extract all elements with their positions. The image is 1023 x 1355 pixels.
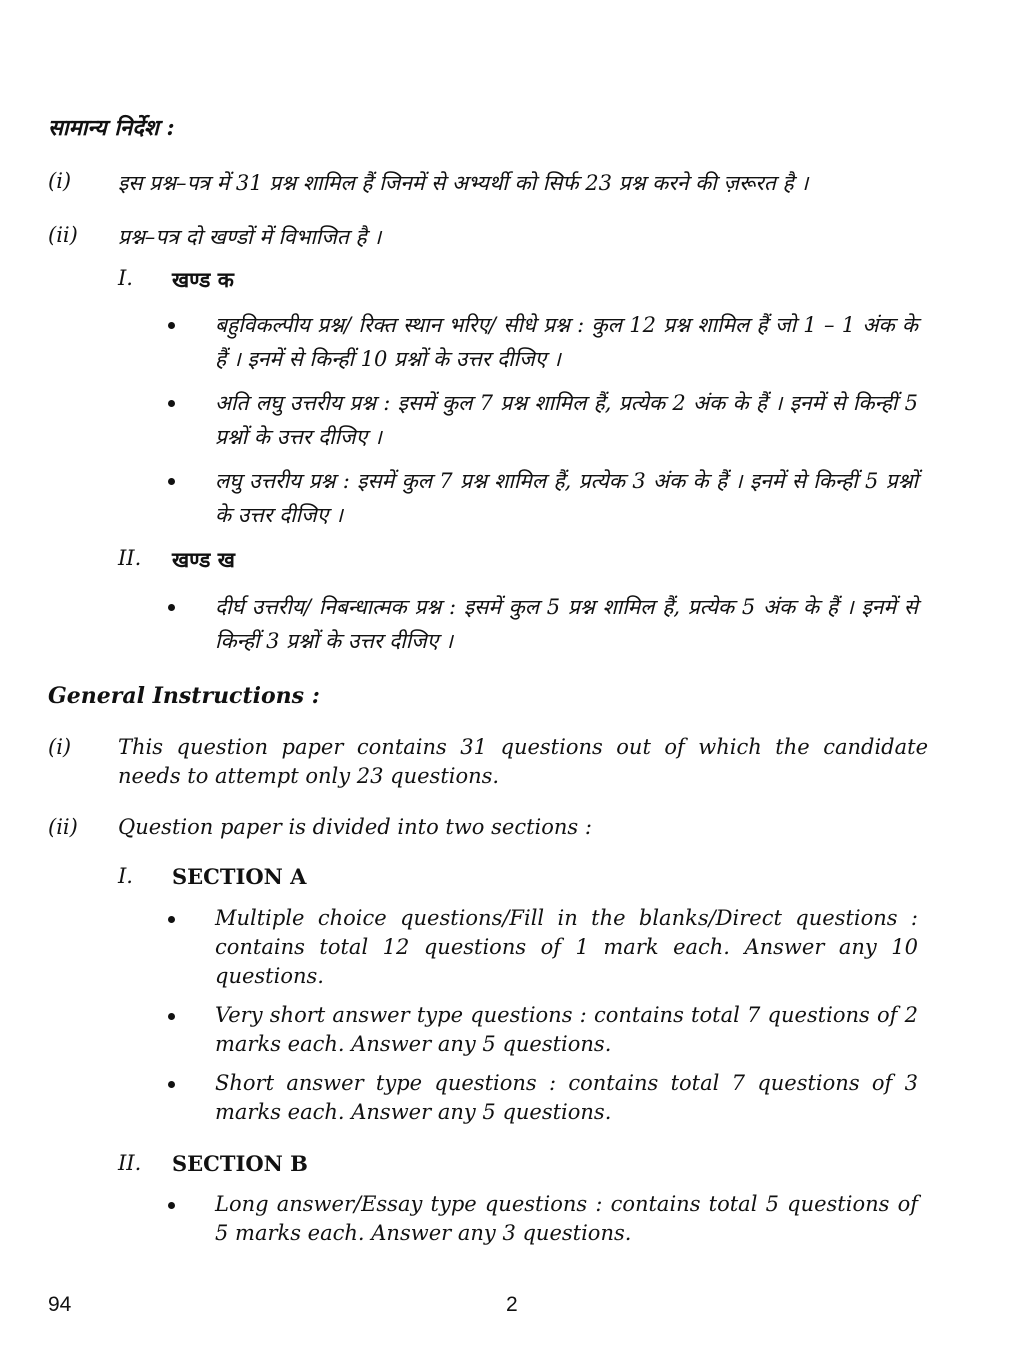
english-a-bullet-2 [168, 1001, 918, 1059]
hindi-item-1 [48, 166, 928, 200]
bullet-dot [168, 1013, 175, 1020]
english-a-bullet-3 [168, 1069, 918, 1127]
bullet-text: Multiple choice questions/Fill in the blanks/Direct questions : contains total 12 questions of 1 mark each. Answer any 10 questions. [215, 906, 918, 988]
item-number: (i) [48, 169, 72, 193]
item-number: (ii) [48, 223, 78, 247]
item-text: This question paper contains 31 questions out of which the candidate needs to attempt only 23 questions. [118, 735, 928, 788]
bullet-dot [168, 478, 175, 485]
section-roman: I. [118, 266, 133, 290]
item-number: (ii) [48, 815, 78, 839]
section-title: खण्ड क [172, 267, 234, 292]
section-title: SECTION B [172, 1151, 308, 1176]
hindi-item-2 [48, 220, 928, 254]
hindi-a-bullet-1 [168, 308, 918, 376]
item-text: Question paper is divided into two sections : [118, 815, 592, 839]
section-roman: I. [118, 864, 133, 888]
hindi-a-bullet-2 [168, 386, 918, 454]
page-number: 2 [506, 1293, 518, 1316]
bullet-text: अति लघु उत्तरीय प्रश्न : इसमें कुल 7 प्रश्न शामिल हैं, प्रत्येक 2 अंक के हैं । इनमें से किन्हीं 5 प्रश्नों के उत्तर दीजिए । [215, 391, 918, 449]
bullet-text: Long answer/Essay type questions : contains total 5 questions of 5 marks each. Answer any 3 questions. [215, 1192, 918, 1245]
bullet-dot [168, 1202, 175, 1209]
section-title: SECTION A [172, 864, 307, 889]
paper-code: 94 [48, 1293, 72, 1316]
bullet-dot [168, 1081, 175, 1088]
english-a-bullet-1 [168, 904, 918, 991]
hindi-heading: सामान्य निर्देश : [48, 115, 175, 141]
bullet-dot [168, 400, 175, 407]
section-title: खण्ड ख [172, 547, 235, 572]
bullet-text: दीर्घ उत्तरीय/ निबन्धात्मक प्रश्न : इसमें कुल 5 प्रश्न शामिल हैं, प्रत्येक 5 अंक के हैं । इनमें से किन्हीं 3 प्रश्नों के उत्तर दीजिए । [215, 595, 918, 653]
item-text: इस प्रश्न–पत्र में 31 प्रश्न शामिल हैं जिनमें से अभ्यर्थी को सिर्फ 23 प्रश्न करने की ज़रूरत है । [118, 171, 809, 195]
hindi-a-bullet-3 [168, 464, 918, 532]
bullet-text: बहुविकल्पीय प्रश्न/ रिक्त स्थान भरिए/ सीधे प्रश्न : कुल 12 प्रश्न शामिल हैं जो 1 – 1 अंक के हैं । इनमें से किन्हीं 10 प्रश्नों के उत्तर दीजिए । [215, 313, 918, 371]
bullet-dot [168, 916, 175, 923]
bullet-dot [168, 604, 175, 611]
section-roman: II. [118, 1151, 142, 1175]
english-item-1 [48, 733, 928, 791]
bullet-dot [168, 322, 175, 329]
bullet-text: Very short answer type questions : contains total 7 questions of 2 marks each. Answer any 5 questions. [215, 1003, 918, 1056]
item-number: (i) [48, 735, 72, 759]
english-heading: General Instructions : [48, 683, 320, 709]
section-roman: II. [118, 546, 142, 570]
bullet-text: लघु उत्तरीय प्रश्न : इसमें कुल 7 प्रश्न शामिल हैं, प्रत्येक 3 अंक के हैं । इनमें से किन्हीं 5 प्रश्नों के उत्तर दीजिए । [215, 469, 918, 527]
bullet-text: Short answer type questions : contains total 7 questions of 3 marks each. Answer any 5 questions. [215, 1071, 918, 1124]
english-item-2 [48, 813, 928, 842]
english-b-bullet-1 [168, 1190, 918, 1248]
hindi-b-bullet-1 [168, 590, 918, 658]
item-text: प्रश्न–पत्र दो खण्डों में विभाजित है । [118, 225, 382, 249]
